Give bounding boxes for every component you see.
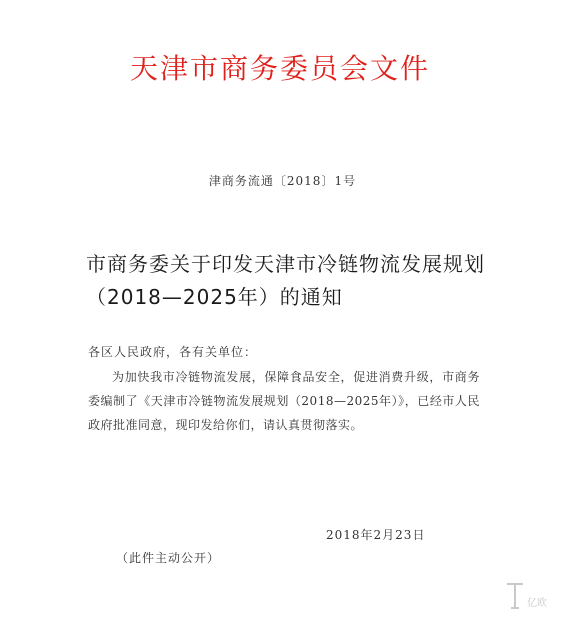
- document-header-title: 天津市商务委员会文件: [129, 52, 430, 85]
- yiou-logo-icon: [503, 580, 558, 612]
- salutation: 各区人民政府，各有关单位：: [88, 345, 258, 359]
- issue-date: 2018年2月23日: [326, 528, 426, 542]
- watermark-text: 亿欧: [527, 598, 547, 609]
- watermark: [503, 580, 558, 612]
- notice-body: 为加快我市冷链物流发展，保障食品安全，促进消费升级，市商务委编制了《天津市冷链物流发展规划（2018—2025年）》，已经市人民政府批准同意，现印发给你们，请认真贯彻落实。: [88, 370, 480, 432]
- public-disclosure-note: （此件主动公开）: [116, 551, 221, 565]
- notice-title: 市商务委关于印发天津市冷链物流发展规划（2018—2025年）的通知: [86, 252, 485, 309]
- document-number: 津商务流通〔2018〕1号: [208, 174, 357, 188]
